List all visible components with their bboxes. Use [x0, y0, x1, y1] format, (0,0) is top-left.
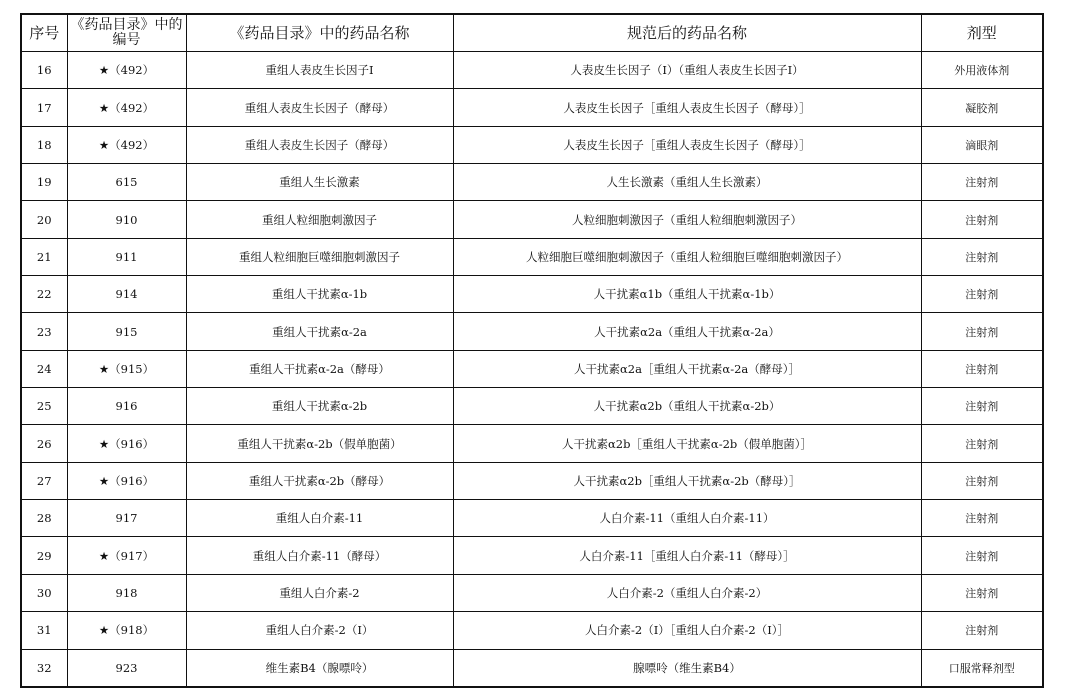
cell-catalog-drug-name: 重组人干扰素α-2b [186, 388, 453, 425]
cell-dosage-form: 注射剂 [921, 462, 1043, 499]
cell-catalog-drug-name: 重组人干扰素α-2a（酵母） [186, 350, 453, 387]
cell-dosage-form: 外用液体剂 [921, 52, 1043, 89]
cell-normalized-drug-name: 人干扰素α2b［重组人干扰素α-2b（酵母）］ [453, 462, 921, 499]
table-header [21, 14, 1043, 52]
cell-catalog-drug-name: 重组人干扰素α-2b（假单胞菌） [186, 425, 453, 462]
cell-catalog-drug-name: 重组人表皮生长因子（酵母） [186, 89, 453, 126]
table-row [21, 462, 1043, 499]
cell-seq: 29 [21, 537, 67, 574]
cell-catalog-code: ★（916） [67, 425, 186, 462]
cell-normalized-drug-name: 人干扰素α1b（重组人干扰素α-1b） [453, 276, 921, 313]
cell-catalog-drug-name: 重组人表皮生长因子Ⅰ [186, 52, 453, 89]
cell-catalog-code: 914 [67, 276, 186, 313]
cell-catalog-code: 910 [67, 201, 186, 238]
cell-catalog-code: 911 [67, 238, 186, 275]
cell-seq: 25 [21, 388, 67, 425]
cell-normalized-drug-name: 人干扰素α2a［重组人干扰素α-2a（酵母）］ [453, 350, 921, 387]
cell-normalized-drug-name: 人生长激素（重组人生长激素） [453, 164, 921, 201]
cell-catalog-code: 916 [67, 388, 186, 425]
cell-seq: 31 [21, 612, 67, 649]
cell-normalized-drug-name: 人干扰素α2a（重组人干扰素α-2a） [453, 313, 921, 350]
table-row [21, 612, 1043, 649]
cell-normalized-drug-name: 人粒细胞巨噬细胞刺激因子（重组人粒细胞巨噬细胞刺激因子） [453, 238, 921, 275]
cell-catalog-code: ★（492） [67, 126, 186, 163]
table-row [21, 350, 1043, 387]
cell-dosage-form: 注射剂 [921, 388, 1043, 425]
header-catalog-drug-name: 《药品目录》中的药品名称 [186, 14, 453, 52]
table-row [21, 126, 1043, 163]
cell-catalog-code: ★（492） [67, 89, 186, 126]
cell-catalog-drug-name: 重组人干扰素α-2a [186, 313, 453, 350]
cell-seq: 16 [21, 52, 67, 89]
cell-dosage-form: 注射剂 [921, 574, 1043, 611]
cell-catalog-drug-name: 重组人表皮生长因子（酵母） [186, 126, 453, 163]
cell-seq: 18 [21, 126, 67, 163]
cell-catalog-drug-name: 重组人白介素-2 [186, 574, 453, 611]
table-row [21, 201, 1043, 238]
table-row [21, 574, 1043, 611]
drug-name-table [20, 13, 1044, 688]
cell-dosage-form: 注射剂 [921, 164, 1043, 201]
cell-normalized-drug-name: 人白介素-2（Ⅰ）［重组人白介素-2（Ⅰ）］ [453, 612, 921, 649]
cell-catalog-code: 915 [67, 313, 186, 350]
header-seq: 序号 [21, 14, 67, 52]
cell-catalog-code: 615 [67, 164, 186, 201]
cell-normalized-drug-name: 人表皮生长因子［重组人表皮生长因子（酵母）］ [453, 89, 921, 126]
cell-catalog-drug-name: 重组人粒细胞巨噬细胞刺激因子 [186, 238, 453, 275]
table-row [21, 89, 1043, 126]
cell-dosage-form: 注射剂 [921, 537, 1043, 574]
table-row [21, 649, 1043, 687]
cell-catalog-code: 918 [67, 574, 186, 611]
cell-dosage-form: 注射剂 [921, 313, 1043, 350]
cell-seq: 32 [21, 649, 67, 687]
cell-catalog-drug-name: 重组人白介素-2（Ⅰ） [186, 612, 453, 649]
cell-seq: 22 [21, 276, 67, 313]
cell-seq: 21 [21, 238, 67, 275]
cell-catalog-code: ★（917） [67, 537, 186, 574]
cell-dosage-form: 注射剂 [921, 612, 1043, 649]
cell-seq: 27 [21, 462, 67, 499]
cell-dosage-form: 注射剂 [921, 201, 1043, 238]
cell-catalog-drug-name: 维生素B4（腺嘌呤） [186, 649, 453, 687]
cell-normalized-drug-name: 人白介素-11［重组人白介素-11（酵母）］ [453, 537, 921, 574]
cell-catalog-code: ★（916） [67, 462, 186, 499]
cell-dosage-form: 注射剂 [921, 500, 1043, 537]
cell-dosage-form: 滴眼剂 [921, 126, 1043, 163]
table-row [21, 52, 1043, 89]
cell-dosage-form: 凝胶剂 [921, 89, 1043, 126]
header-catalog-code: 《药品目录》中的编号 [67, 14, 186, 52]
cell-normalized-drug-name: 人干扰素α2b（重组人干扰素α-2b） [453, 388, 921, 425]
cell-catalog-code: 917 [67, 500, 186, 537]
header-dosage-form: 剂型 [921, 14, 1043, 52]
cell-catalog-drug-name: 重组人白介素-11 [186, 500, 453, 537]
table-row [21, 276, 1043, 313]
cell-normalized-drug-name: 人表皮生长因子（Ⅰ）（重组人表皮生长因子Ⅰ） [453, 52, 921, 89]
cell-normalized-drug-name: 人粒细胞刺激因子（重组人粒细胞刺激因子） [453, 201, 921, 238]
table-row [21, 537, 1043, 574]
cell-seq: 24 [21, 350, 67, 387]
cell-dosage-form: 口服常释剂型 [921, 649, 1043, 687]
cell-normalized-drug-name: 人干扰素α2b［重组人干扰素α-2b（假单胞菌）］ [453, 425, 921, 462]
cell-normalized-drug-name: 人表皮生长因子［重组人表皮生长因子（酵母）］ [453, 126, 921, 163]
table-body [21, 52, 1043, 688]
table-row [21, 164, 1043, 201]
cell-dosage-form: 注射剂 [921, 276, 1043, 313]
cell-catalog-drug-name: 重组人粒细胞刺激因子 [186, 201, 453, 238]
cell-seq: 20 [21, 201, 67, 238]
cell-normalized-drug-name: 人白介素-2（重组人白介素-2） [453, 574, 921, 611]
cell-dosage-form: 注射剂 [921, 238, 1043, 275]
cell-catalog-drug-name: 重组人白介素-11（酵母） [186, 537, 453, 574]
cell-catalog-code: 923 [67, 649, 186, 687]
cell-catalog-code: ★（492） [67, 52, 186, 89]
table-row [21, 313, 1043, 350]
cell-catalog-drug-name: 重组人干扰素α-2b（酵母） [186, 462, 453, 499]
table-row [21, 238, 1043, 275]
cell-catalog-code: ★（918） [67, 612, 186, 649]
cell-seq: 19 [21, 164, 67, 201]
cell-catalog-code: ★（915） [67, 350, 186, 387]
cell-seq: 26 [21, 425, 67, 462]
table-row [21, 500, 1043, 537]
cell-seq: 30 [21, 574, 67, 611]
table-row [21, 425, 1043, 462]
cell-catalog-drug-name: 重组人生长激素 [186, 164, 453, 201]
cell-seq: 23 [21, 313, 67, 350]
cell-dosage-form: 注射剂 [921, 425, 1043, 462]
header-row [21, 14, 1043, 52]
cell-seq: 28 [21, 500, 67, 537]
cell-normalized-drug-name: 腺嘌呤（维生素B4） [453, 649, 921, 687]
header-normalized-drug-name: 规范后的药品名称 [453, 14, 921, 52]
cell-catalog-drug-name: 重组人干扰素α-1b [186, 276, 453, 313]
cell-normalized-drug-name: 人白介素-11（重组人白介素-11） [453, 500, 921, 537]
table-row [21, 388, 1043, 425]
cell-dosage-form: 注射剂 [921, 350, 1043, 387]
cell-seq: 17 [21, 89, 67, 126]
